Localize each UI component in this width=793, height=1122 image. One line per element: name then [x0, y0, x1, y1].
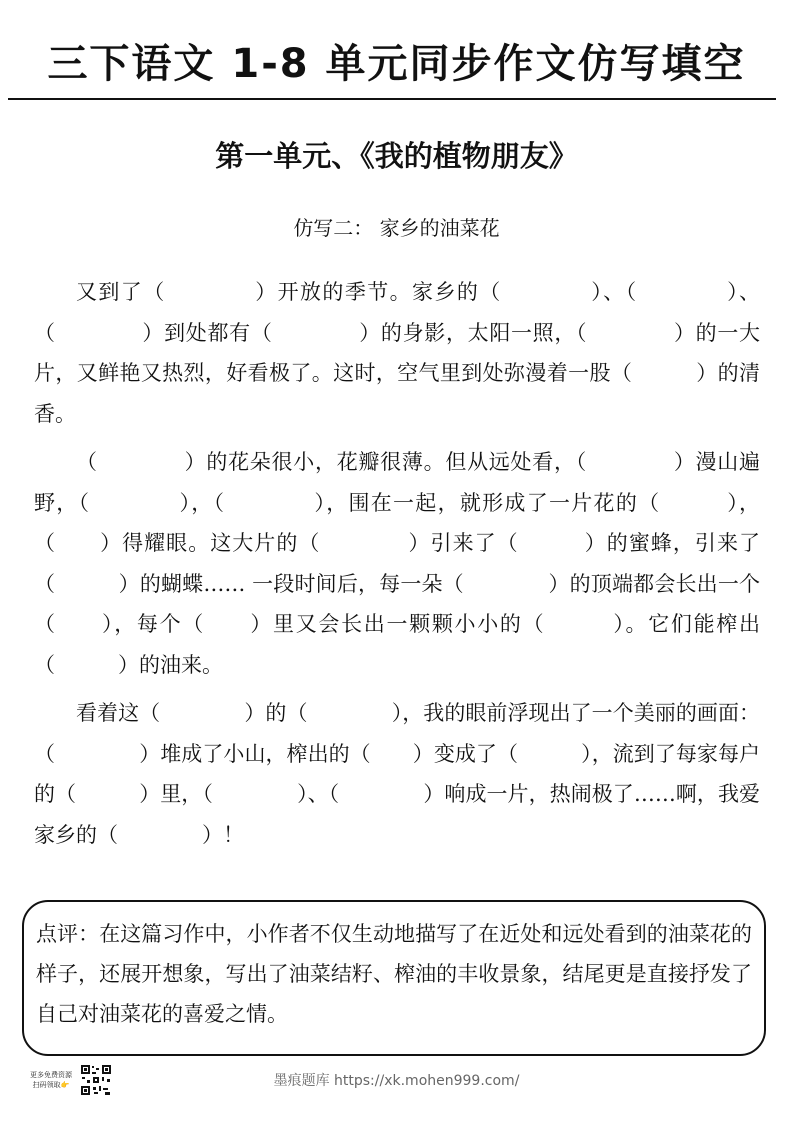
comment-text: 点评：在这篇习作中，小作者不仅生动地描写了在近处和远处看到的油菜花的样子，还展开想象，写出了油菜结籽、榨油的丰收景象，结尾更是直接抒发了自己对油菜花的喜爱之情。: [36, 922, 752, 1026]
paragraph-2: （ ）的花朵很小，花瓣很薄。但从远处看，（ ）漫山遍野，（ ），（ ），围在一起，就形成了一片花的（ ），（ ）得耀眼。这大片的（ ）引来了（ ）的蜜蜂，引来了（ ）的蝴蝶…… 一段时间后，每一朵（ ）的顶端都会长出一个（ ），每个（ ）里又会长出一颗颗小小的（ ）。它们能榨出（ ）的油来。: [34, 450, 760, 677]
unit-title: 第一单元、《我的植物朋友》: [215, 139, 578, 173]
paragraph-1: 又到了（ ）开放的季节。家乡的（ ）、（ ）、（ ）到处都有（ ）的身影，太阳一照，（ ）的一大片，又鲜艳又热烈，好看极了。这时，空气里到处弥漫着一股（ ）的清香。: [34, 280, 760, 426]
exercise-body: [34, 272, 760, 863]
footer-site: 墨痕题库 https://xk.mohen999.com/: [273, 1073, 520, 1089]
badge-line-1: 更多免费资源: [30, 1071, 72, 1079]
title-divider: [8, 98, 776, 100]
paragraph-3: 看着这（ ）的（ ），我的眼前浮现出了一个美丽的画面：（ ）堆成了小山，榨出的（ ）变成了（ ），流到了每家每户的（ ）里，（ ）、（ ）响成一片，热闹极了……啊，我爱家乡的（ ）！: [34, 701, 760, 847]
badge-line-2: 扫码领取👉: [32, 1081, 70, 1089]
exercise-subtitle: 仿写二： 家乡的油菜花: [293, 216, 500, 240]
comment-box: [22, 900, 766, 1056]
page-title: 三下语文 1-8 单元同步作文仿写填空: [47, 41, 746, 87]
